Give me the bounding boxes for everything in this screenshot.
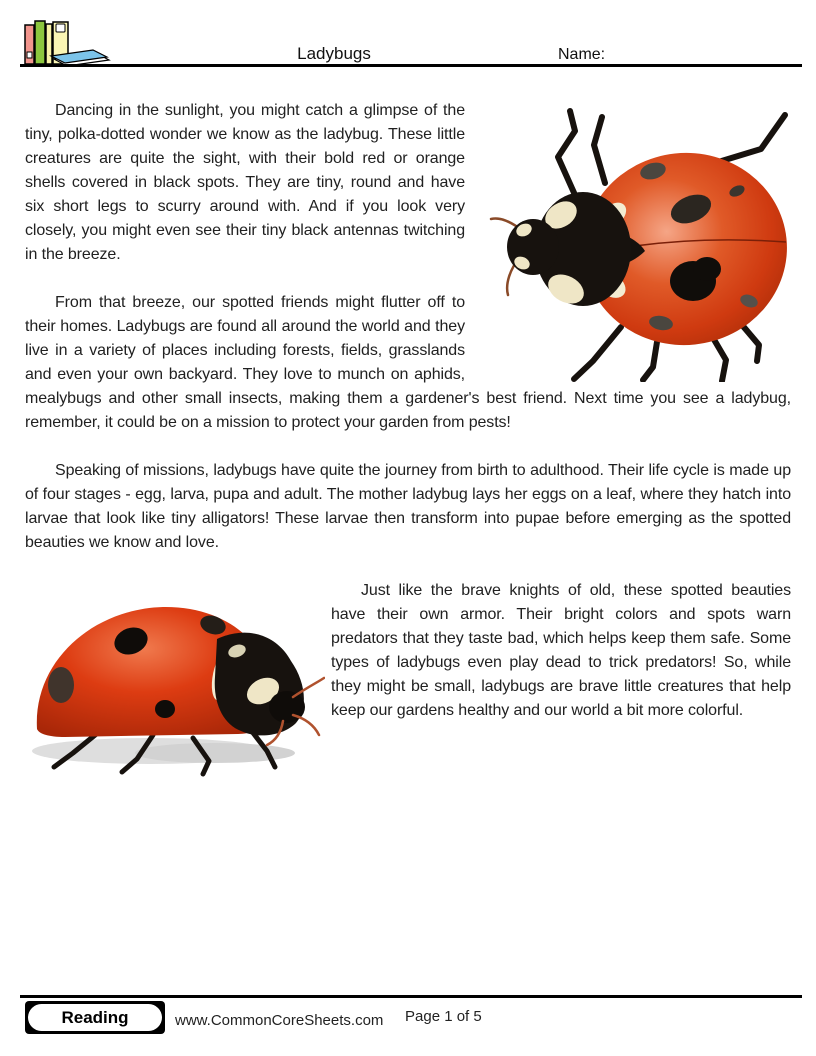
- worksheet-title: Ladybugs: [297, 44, 371, 63]
- ladybug-top-view-image: [485, 99, 791, 382]
- paragraph-1: Dancing in the sunlight, you might catch a glimpse of the tiny, polka-dotted wonder we know as the ladybug. These little creatures are quite the sight, with their bold red or orange shells covered in black spots. They are tiny, round and have six short legs to scurry around with. And if you look very closely, you might even see their tiny black antennas twitching in the breeze.: [25, 102, 465, 263]
- paragraph-2: From that breeze, our spotted friends might flutter off to their homes. Ladybugs are found all around the world and they live in a variety of places including forests, fields, grasslands and even your own backyard. They love to munch on aphids, mealybugs and other small insects, making them a gardener's best friend. Next time you see a ladybug, remember, it could be on a mission to protect your garden from pests!: [25, 294, 791, 431]
- paragraph-4: Just like the brave knights of old, these spotted beauties have their own armor. Their bright colors and spots warn predators that they taste bad, which helps keep them safe. Some types of ladybugs even play dead to trick predators! So, while they might be small, ladybugs are brave little creatures that help keep our gardens healthy and our world a bit more colorful.: [331, 582, 791, 719]
- category-badge-label: Reading: [28, 1004, 162, 1031]
- category-badge: [25, 1001, 165, 1034]
- page-header: [0, 0, 816, 67]
- ladybug-side-view-image: [25, 583, 325, 779]
- page-indicator: Page 1 of 5: [405, 1008, 482, 1025]
- reading-passage: [25, 67, 791, 783]
- website-url: www.CommonCoreSheets.com: [175, 1012, 384, 1029]
- page-footer: [20, 995, 802, 1043]
- paragraph-3: Speaking of missions, ladybugs have quite the journey from birth to adulthood. Their life cycle is made up of four stages - egg, larva, pupa and adult. The mother ladybug lays her eggs on a leaf, where they hatch into larvae that look like tiny alligators! These larvae then transform into pupae before emerging as the spotted beauties we know and love.: [25, 462, 791, 551]
- name-label: Name:: [558, 46, 606, 63]
